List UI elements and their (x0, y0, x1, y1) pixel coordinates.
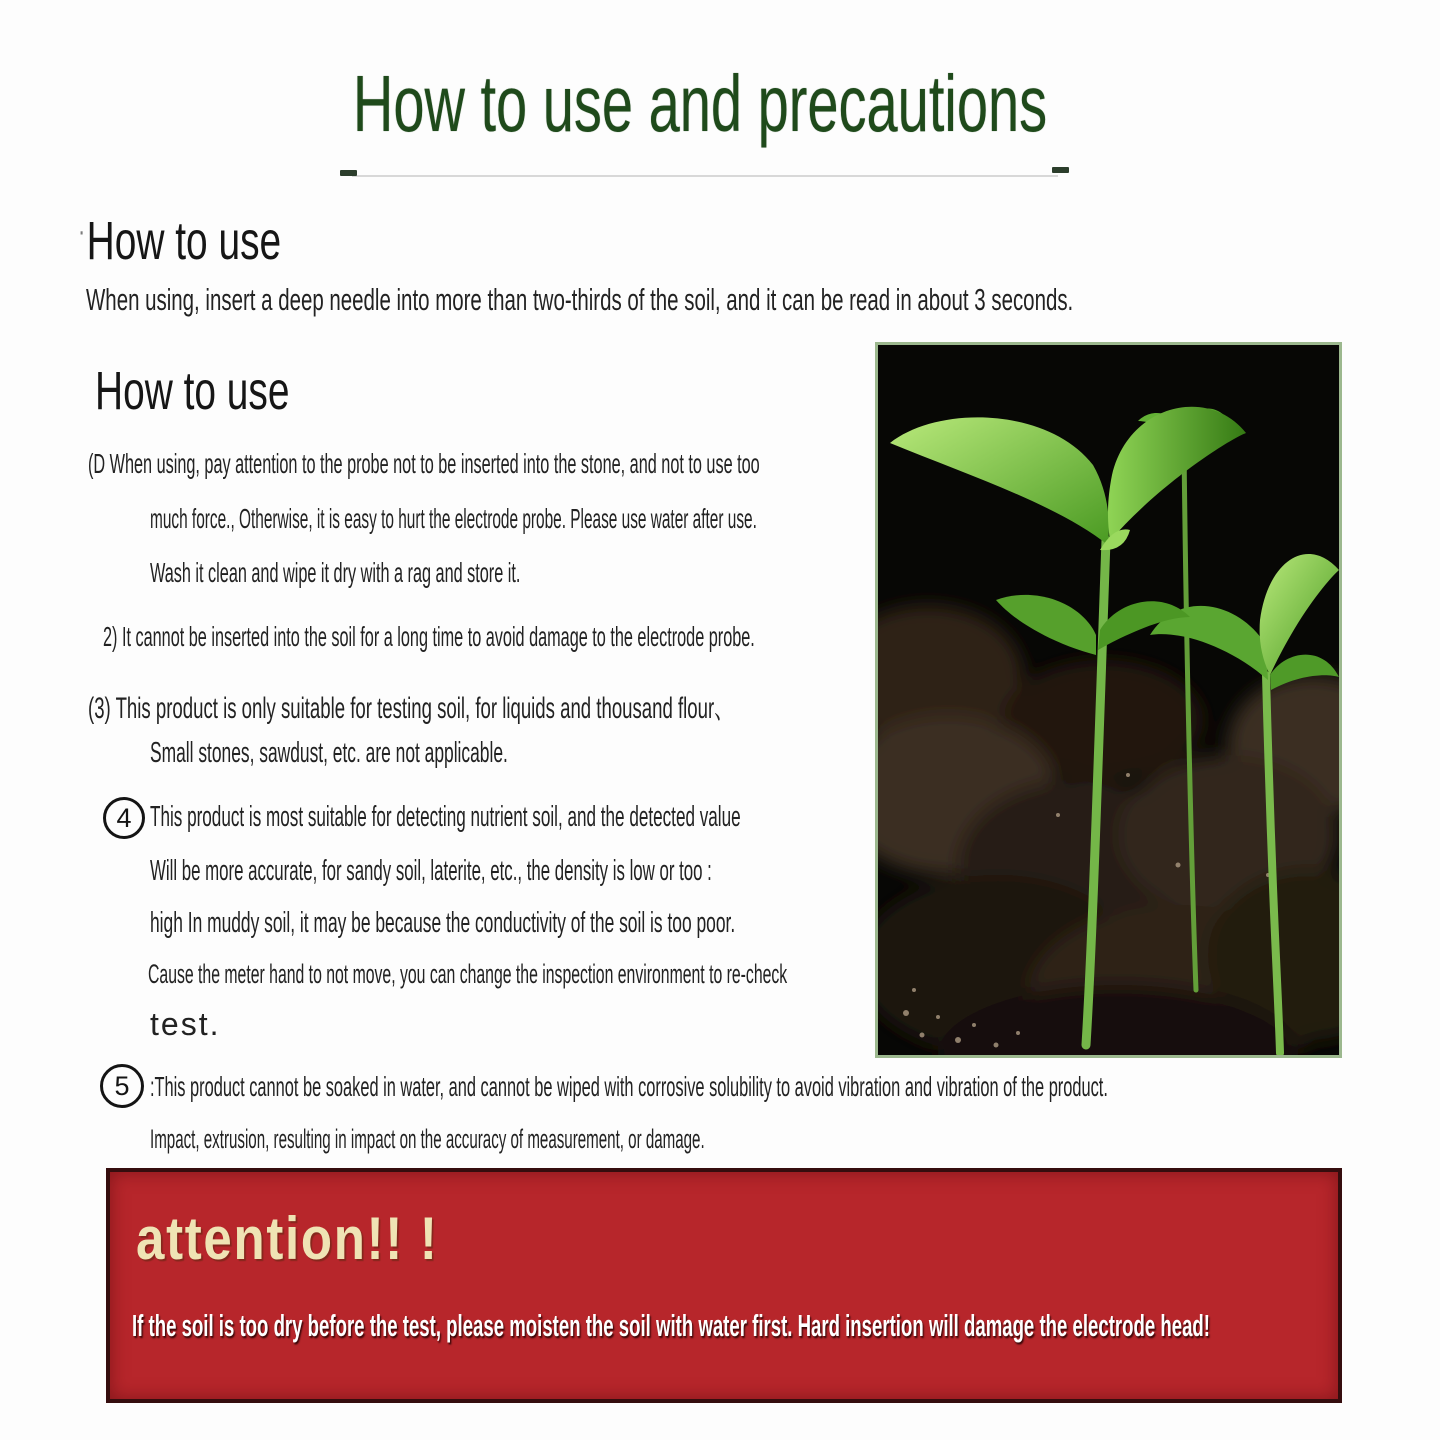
item4-line4: Cause the meter hand to not move, you can change the inspection environment to re-check (148, 959, 788, 989)
attention-title: attention!! ! (136, 1205, 439, 1272)
section-heading-how-to-use-1 (78, 210, 281, 272)
item2-line1: 2) It cannot be inserted into the soil for a long time to avoid damage to the electrode probe. (103, 621, 755, 652)
heading-text: How to use (86, 211, 282, 271)
seedlings-photo (875, 342, 1342, 1058)
item4-line3: high In muddy soil, it may be because the conductivity of the soil is too poor. (150, 907, 736, 939)
heading-dot: · (78, 215, 86, 248)
title-underline-dash-left (340, 170, 357, 176)
item4-line5: test. (150, 1006, 221, 1042)
page-title: How to use and precautions (352, 59, 1048, 148)
item3-line2: Small stones, sawdust, etc. are not applicable. (150, 737, 508, 769)
item5-line2: Impact, extrusion, resulting in impact on the accuracy of measurement, or damage. (150, 1124, 705, 1154)
item5-circled-number: 5 (100, 1064, 144, 1108)
item1-line3: Wash it clean and wipe it dry with a rag and store it. (150, 557, 521, 588)
item4-circled-number: 4 (103, 797, 145, 839)
item1-line1: (D When using, pay attention to the probe not to be inserted into the stone, and not to use too (88, 448, 760, 479)
item4-line1: This product is most suitable for detecting nutrient soil, and the detected value (150, 801, 741, 833)
item1-line2: much force., Otherwise, it is easy to hurt the electrode probe. Please use water after use. (150, 503, 757, 534)
item3-line1: (3) This product is only suitable for testing soil, for liquids and thousand flour、 (88, 692, 733, 725)
item5-line1: :This product cannot be soaked in water, and cannot be wiped with corrosive solubility to avoid vibration and vibration of the product. (150, 1071, 1108, 1102)
title-underline (352, 175, 1058, 177)
intro-paragraph: When using, insert a deep needle into more than two-thirds of the soil, and it can be read in about 3 seconds. (86, 282, 1074, 317)
seedlings-photo-illustration (878, 345, 1339, 1055)
attention-body: If the soil is too dry before the test, please moisten the soil with water first. Hard insertion will damage the electrode head! (132, 1308, 1210, 1343)
title-underline-dash-right (1052, 167, 1069, 173)
item4-line2: Will be more accurate, for sandy soil, laterite, etc., the density is low or too : (150, 855, 712, 887)
section-heading-how-to-use-2: How to use (95, 361, 290, 421)
attention-banner (106, 1168, 1342, 1403)
